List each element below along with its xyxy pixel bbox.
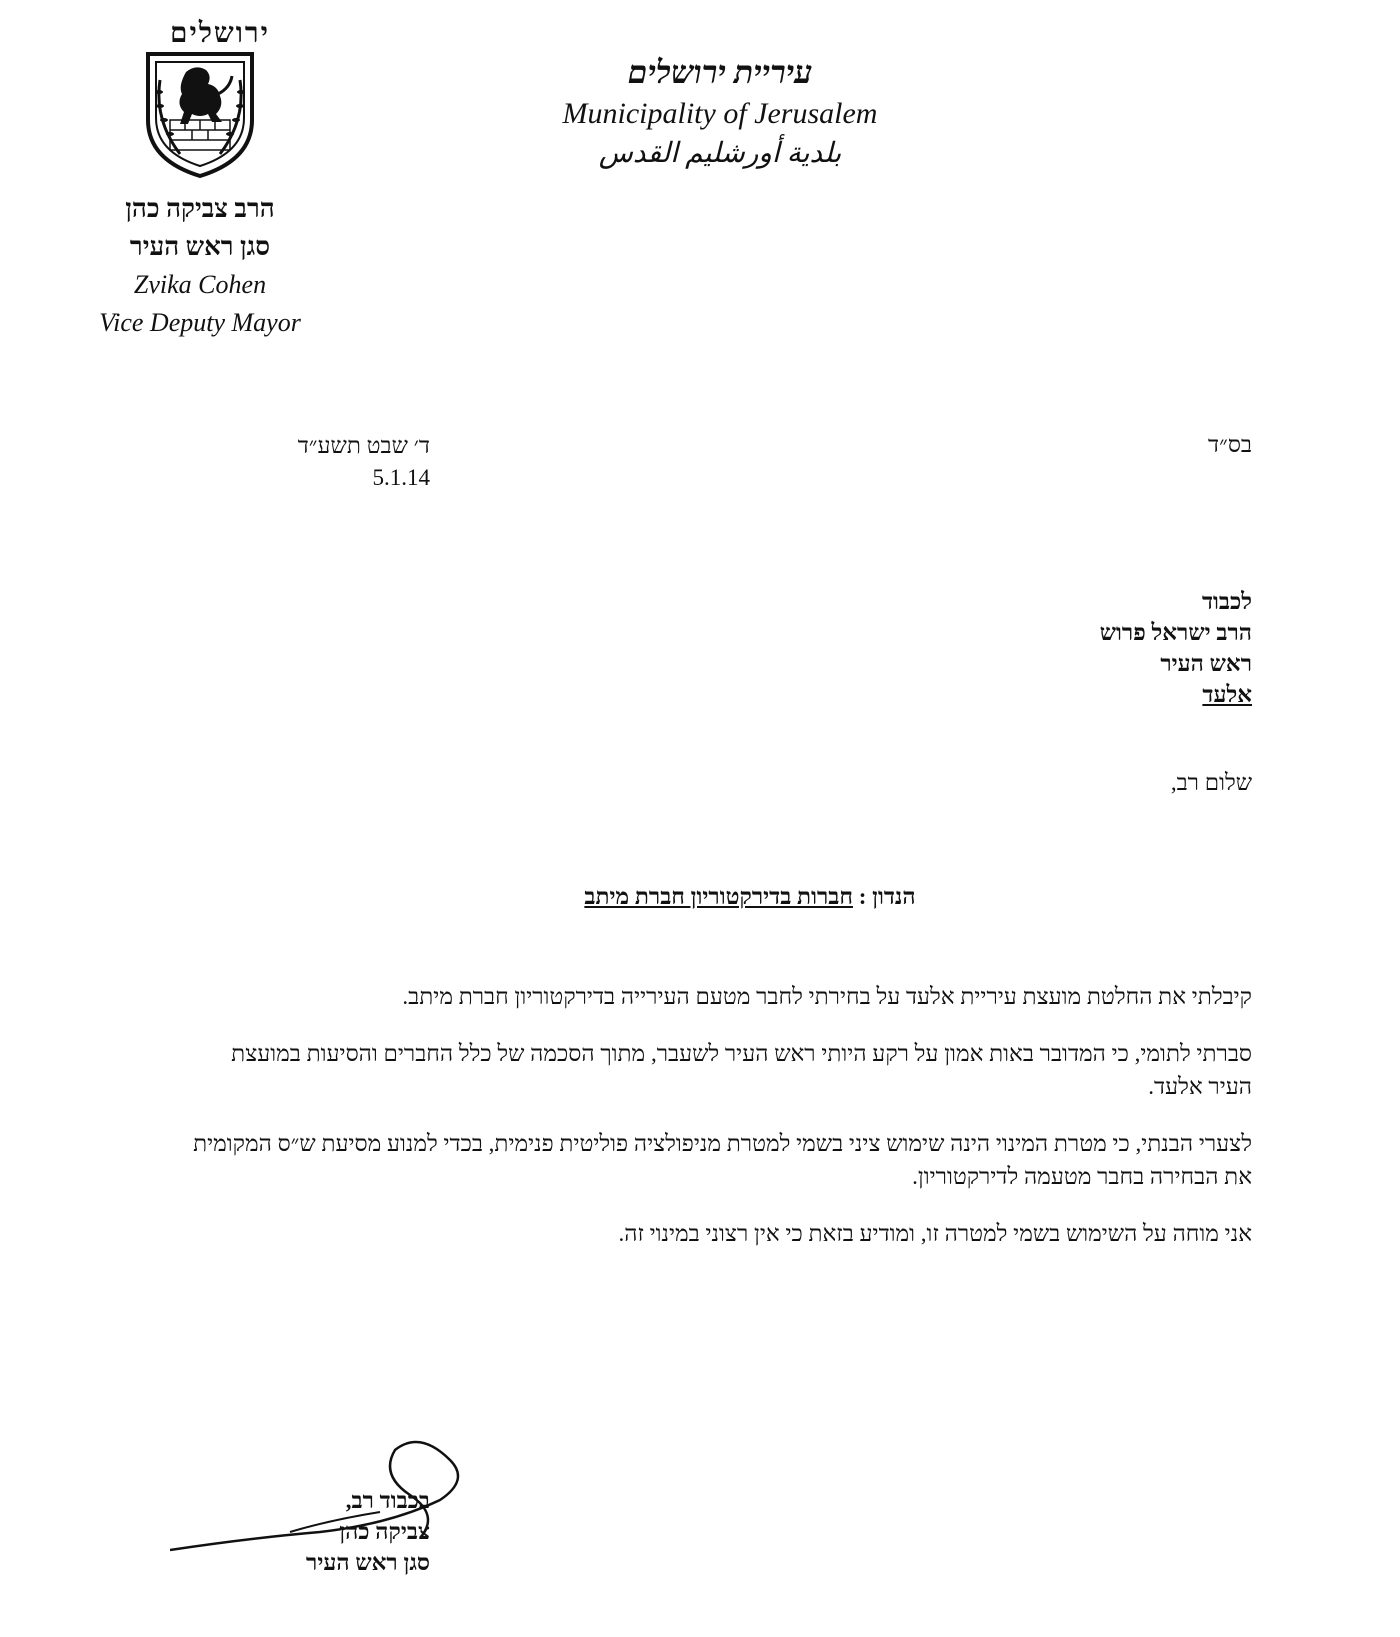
letter-body xyxy=(192,980,1252,1274)
closing-regards: בכבוד רב, xyxy=(345,1488,430,1513)
crest-city-name: ירושלים xyxy=(170,18,270,49)
subject-label: הנדון : xyxy=(858,884,916,909)
closing-title: סגן ראש העיר xyxy=(306,1550,430,1575)
sender-title-en: Vice Deputy Mayor xyxy=(99,308,301,337)
gregorian-date: 5.1.14 xyxy=(372,465,430,490)
greeting: שלום רב, xyxy=(1170,770,1252,795)
hebrew-date: ד׳ שבט תשע״ד xyxy=(297,433,430,458)
recipient-title: ראש העיר xyxy=(1160,651,1252,676)
closing-name: צביקה כהן xyxy=(339,1519,430,1544)
date-block xyxy=(200,430,430,494)
sender-title-he: סגן ראש העיר xyxy=(129,232,271,261)
municipality-name-he: עיריית ירושלים xyxy=(627,54,813,90)
subject-value: חברות בדירקטוריון חברת מיתב xyxy=(584,884,853,909)
recipient-name: הרב ישראל פרוש xyxy=(1099,620,1252,645)
recipient-block xyxy=(852,586,1252,710)
recipient-salutation: לכבוד xyxy=(1201,589,1252,614)
sender-name-en: Zvika Cohen xyxy=(133,270,267,299)
recipient-city: אלעד xyxy=(1202,682,1252,707)
body-paragraph: קיבלתי את החלטת מועצת עיריית אלעד על בחירתי לחבר מטעם העירייה בדירקטוריון חברת מיתב. xyxy=(402,984,1252,1009)
municipality-letterhead xyxy=(540,50,900,174)
body-paragraph: אני מוחה על השימוש בשמי למטרה זו, ומודיע בזאת כי אין רצוני במינוי זה. xyxy=(618,1221,1252,1246)
jerusalem-crest-icon xyxy=(140,50,260,180)
closing-block xyxy=(250,1485,430,1578)
municipality-name-ar: بلدية أورشليم القدس xyxy=(598,138,842,169)
sender-letterhead xyxy=(60,20,340,342)
subject-line xyxy=(520,884,980,910)
municipality-name-en: Municipality of Jerusalem xyxy=(562,97,878,130)
sender-name-he: הרב צביקה כהן xyxy=(125,194,275,223)
body-paragraph: לצערי הבנתי, כי מטרת המינוי הינה שימוש ציני בשמי למטרת מניפולציה פוליטית פנימית, בכדי למנוע מסיעת ש״ס המקומית את הבחירה בחבר מטעמה לדירקטוריון. xyxy=(193,1131,1252,1189)
bsd-header: בס״ד xyxy=(1208,432,1252,457)
body-paragraph: סברתי לתומי, כי המדובר באות אמון על רקע היותי ראש העיר לשעבר, מתוך הסכמה של כלל החברים והסיעות במועצת העיר אלעד. xyxy=(231,1041,1252,1099)
